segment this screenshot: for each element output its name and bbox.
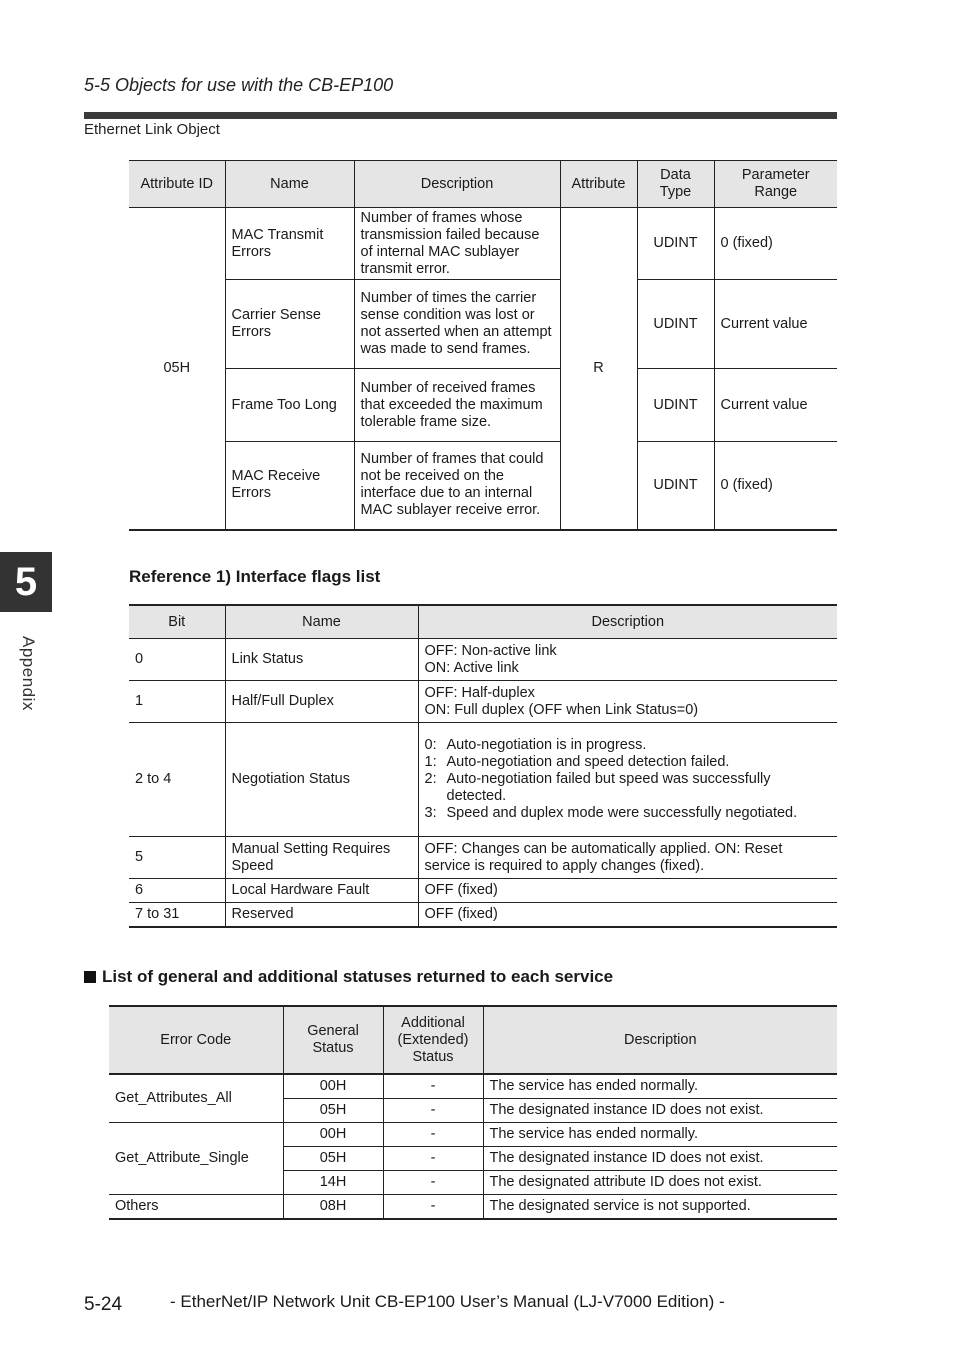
general-status-cell: 08H: [283, 1195, 383, 1220]
bit-cell: 2 to 4: [129, 723, 225, 837]
bit-cell: 0: [129, 639, 225, 681]
table-header-row: [109, 1006, 837, 1074]
error-code-cell: Get_Attributes_All: [109, 1074, 283, 1123]
name-cell: Carrier Sense Errors: [225, 280, 354, 369]
parameter-range-cell: 0 (fixed): [714, 208, 837, 280]
description-cell: OFF (fixed): [418, 903, 837, 927]
list-item: 3: Speed and duplex mode were successfully negotiated.: [424, 805, 798, 821]
data-type-cell: UDINT: [637, 208, 714, 280]
page-header-title: 5-5 Objects for use with the CB-EP100: [84, 75, 394, 95]
square-bullet-icon: [84, 971, 96, 983]
interface-flags-heading: Reference 1) Interface flags list: [129, 567, 381, 586]
general-status-cell: 05H: [283, 1147, 383, 1171]
chapter-tab: 5: [0, 552, 52, 612]
name-cell: Negotiation Status: [225, 723, 418, 837]
table-header-row: [129, 161, 837, 208]
description-cell: The service has ended normally.: [483, 1123, 837, 1147]
description-cell: The service has ended normally.: [483, 1074, 837, 1099]
page-number: 5-24: [84, 1294, 123, 1315]
description-cell: The designated attribute ID does not exist.: [483, 1171, 837, 1195]
chapter-side-label: Appendix: [19, 636, 38, 711]
table-row: [129, 639, 837, 681]
table-header-row: [129, 605, 837, 639]
description-cell: OFF: Changes can be automatically applied. ON: Reset service is required to apply changes (fixed).: [418, 837, 837, 879]
table-row: [129, 723, 837, 837]
description-cell: OFF (fixed): [418, 879, 837, 903]
column-header: Name: [225, 605, 418, 639]
name-cell: Manual Setting Requires Speed: [225, 837, 418, 879]
general-status-cell: 00H: [283, 1123, 383, 1147]
table-row: [129, 442, 837, 530]
negotiation-status-list: [425, 737, 832, 822]
column-header: Description: [354, 161, 560, 208]
bit-cell: 6: [129, 879, 225, 903]
additional-status-cell: -: [383, 1123, 483, 1147]
description-cell: The designated instance ID does not exist.: [483, 1147, 837, 1171]
footer-title: - EtherNet/IP Network Unit CB-EP100 User’s Manual (LJ-V7000 Edition) -: [170, 1292, 725, 1311]
name-cell: Reserved: [225, 903, 418, 927]
parameter-range-cell: 0 (fixed): [714, 442, 837, 530]
column-header: General Status: [283, 1006, 383, 1074]
description-line: OFF: Half-duplex: [424, 684, 535, 701]
description-line: ON: Full duplex (OFF when Link Status=0): [424, 701, 699, 718]
description-cell: [418, 681, 837, 723]
name-cell: Frame Too Long: [225, 369, 354, 442]
status-list-heading: [84, 967, 613, 987]
header-rule: [84, 112, 837, 119]
bit-cell: 7 to 31: [129, 903, 225, 927]
description-line: ON: Active link: [424, 659, 519, 676]
name-cell: Half/Full Duplex: [225, 681, 418, 723]
description-cell: [418, 639, 837, 681]
name-cell: Local Hardware Fault: [225, 879, 418, 903]
list-item: 0: Auto-negotiation is in progress.: [424, 737, 647, 753]
additional-status-cell: -: [383, 1074, 483, 1099]
interface-flags-table: [129, 604, 837, 928]
description-line: OFF: Non-active link: [424, 642, 557, 659]
error-code-cell: Others: [109, 1195, 283, 1220]
status-codes-table: [109, 1005, 837, 1220]
table-row: [129, 903, 837, 927]
column-header: Additional (Extended) Status: [383, 1006, 483, 1074]
table-row: [129, 369, 837, 442]
description-cell: Number of frames that could not be received on the interface due to an internal MAC sublayer receive error.: [354, 442, 560, 530]
additional-status-cell: -: [383, 1195, 483, 1220]
column-header: Description: [483, 1006, 837, 1074]
column-header: Data Type: [637, 161, 714, 208]
additional-status-cell: -: [383, 1147, 483, 1171]
description-cell: Number of received frames that exceeded the maximum tolerable frame size.: [354, 369, 560, 442]
data-type-cell: UDINT: [637, 280, 714, 369]
attribute-id-cell: 05H: [129, 208, 225, 530]
table-row: [109, 1074, 837, 1099]
name-cell: Link Status: [225, 639, 418, 681]
column-header: Name: [225, 161, 354, 208]
column-header: Attribute ID: [129, 161, 225, 208]
section-caption: Ethernet Link Object: [84, 121, 220, 138]
general-status-cell: 14H: [283, 1171, 383, 1195]
general-status-cell: 00H: [283, 1074, 383, 1099]
column-header: Error Code: [109, 1006, 283, 1074]
description-cell: [418, 723, 837, 837]
ethernet-link-object-table: [129, 160, 837, 531]
additional-status-cell: -: [383, 1099, 483, 1123]
table-row: [109, 1195, 837, 1220]
table-row: [129, 681, 837, 723]
list-item: 2: Auto-negotiation failed but speed was successfully detected.: [424, 771, 771, 804]
table-row: [109, 1123, 837, 1147]
table-row: [129, 208, 837, 280]
description-cell: Number of frames whose transmission failed because of internal MAC sublayer transmit error.: [354, 208, 560, 280]
parameter-range-cell: Current value: [714, 280, 837, 369]
table-row: [129, 837, 837, 879]
status-list-heading-text: List of general and additional statuses returned to each service: [102, 967, 614, 986]
list-item: 1: Auto-negotiation and speed detection failed.: [424, 754, 730, 770]
name-cell: MAC Receive Errors: [225, 442, 354, 530]
parameter-range-cell: Current value: [714, 369, 837, 442]
column-header: Description: [418, 605, 837, 639]
error-code-cell: Get_Attribute_Single: [109, 1123, 283, 1195]
additional-status-cell: -: [383, 1171, 483, 1195]
general-status-cell: 05H: [283, 1099, 383, 1123]
description-cell: The designated service is not supported.: [483, 1195, 837, 1220]
data-type-cell: UDINT: [637, 369, 714, 442]
description-cell: Number of times the carrier sense condition was lost or not asserted when an attempt was made to send frames.: [354, 280, 560, 369]
column-header: Bit: [129, 605, 225, 639]
table-row: [129, 280, 837, 369]
name-cell: MAC Transmit Errors: [225, 208, 354, 280]
column-header: Attribute: [560, 161, 637, 208]
bit-cell: 1: [129, 681, 225, 723]
column-header: Parameter Range: [714, 161, 837, 208]
description-cell: The designated instance ID does not exist.: [483, 1099, 837, 1123]
bit-cell: 5: [129, 837, 225, 879]
attribute-cell: R: [560, 208, 637, 530]
data-type-cell: UDINT: [637, 442, 714, 530]
table-row: [129, 879, 837, 903]
